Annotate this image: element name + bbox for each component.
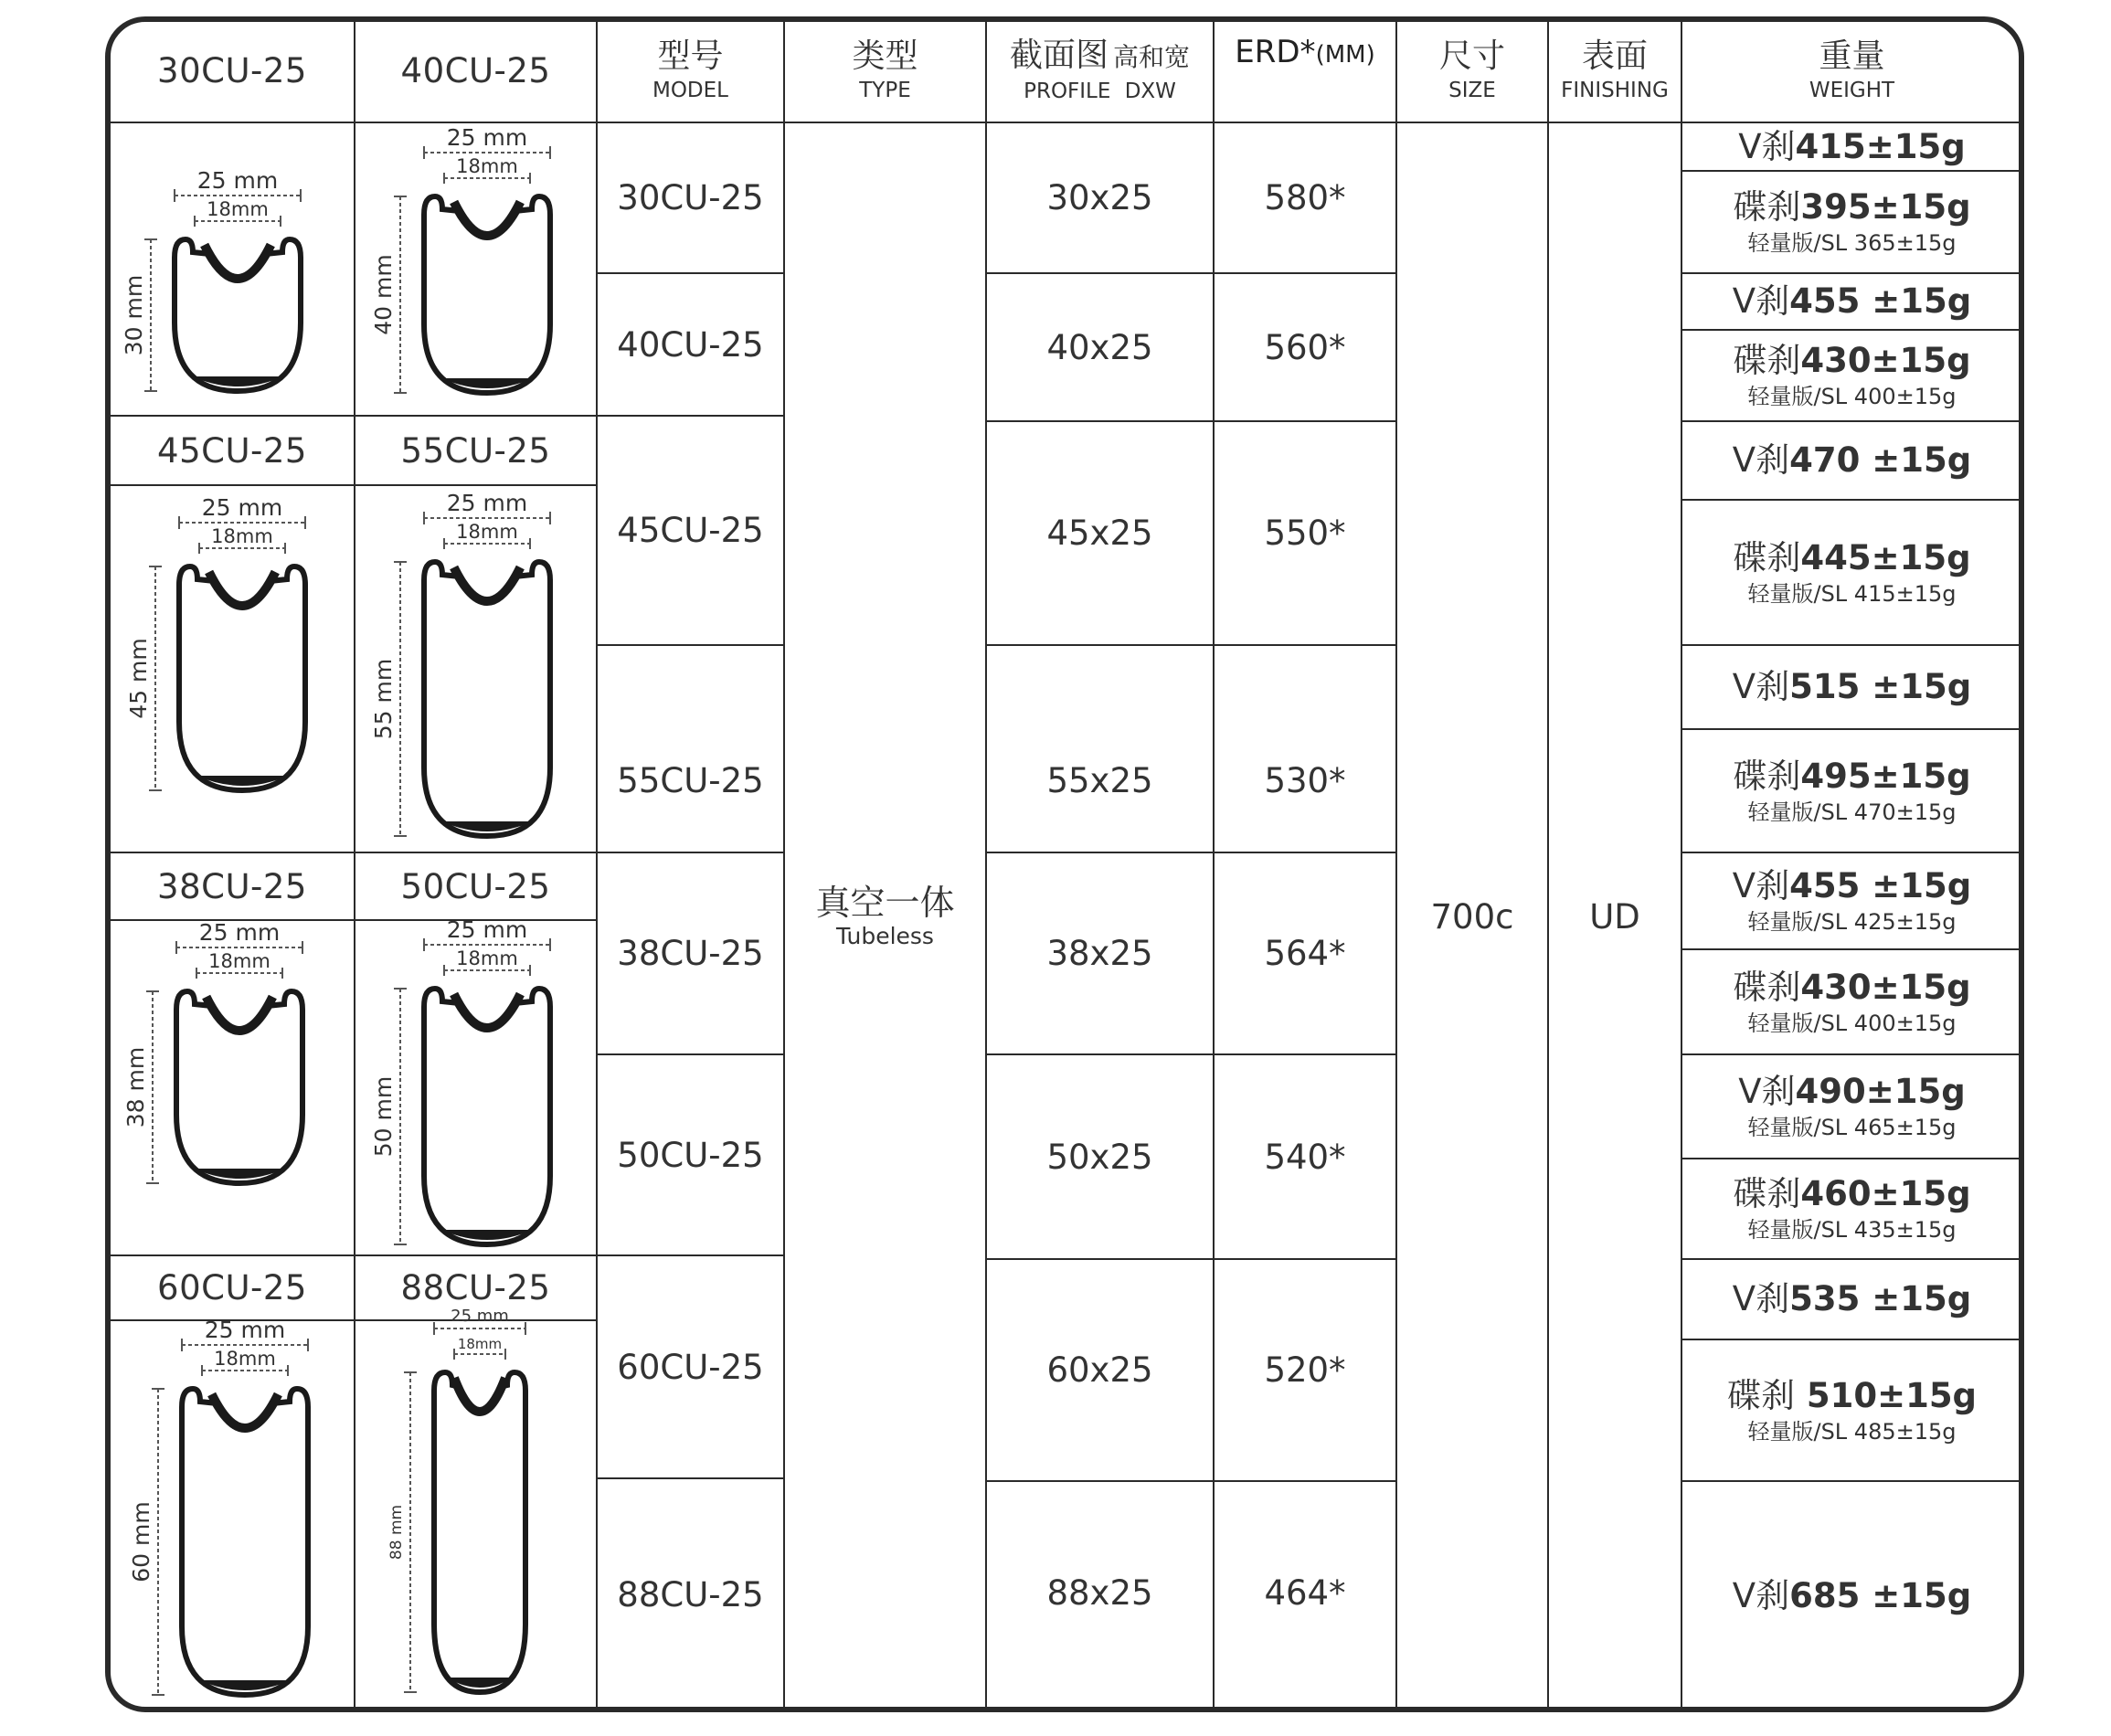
header-en-sub: DXW [1124,79,1176,103]
profile-value: 88x25 [1046,1573,1153,1613]
section-label-text: 50CU-25 [400,866,551,906]
model-name: 50CU-25 [617,1135,764,1175]
profile-value: 40x25 [1046,327,1153,367]
header-zh: 类型 [852,37,918,75]
model-name: 40CU-25 [617,324,764,365]
erd-value: 540* [1264,1137,1346,1177]
weight-cell [1682,422,2021,499]
weight-sl: 轻量版/SL 365±15g [1747,230,1957,256]
model-cell [598,1479,783,1710]
weight-sl: 轻量版/SL 465±15g [1747,1115,1957,1140]
erd-cell [1215,422,1395,644]
inner-width-label: 18mm [457,1336,503,1352]
weight-cell [1682,123,2021,170]
model-cell [598,123,783,272]
weight-cell [1682,1159,2021,1258]
erd-value: 550* [1264,513,1346,553]
profile-cell [987,274,1213,420]
erd-value: 580* [1264,178,1346,217]
weight-sl: 轻量版/SL 470±15g [1747,799,1957,825]
header-en: WEIGHT [1809,79,1895,102]
inner-width-label: 18mm [214,1348,276,1370]
height-label: 30 mm [121,274,147,356]
height-label: 45 mm [125,638,152,719]
profile-cell [987,1055,1213,1258]
brake-type: 碟刹 [1733,537,1801,577]
weight-cell [1682,646,2021,728]
height-label: 88 mm [387,1504,406,1561]
header-label: 30CU-25 [157,50,307,90]
model-name: 55CU-25 [617,761,764,800]
type-cell [785,123,985,1710]
section-label-text: 45CU-25 [157,430,307,471]
weight-sl: 轻量版/SL 435±15g [1747,1217,1957,1243]
outer-width-label: 25 mm [451,1307,509,1326]
model-cell [598,646,783,852]
profile-value: 60x25 [1046,1350,1153,1390]
brake-type: V刹 [1732,1279,1790,1318]
weight-value: 445±15g [1800,537,1971,577]
inner-width-label: 18mm [456,521,518,543]
profile-value: 30x25 [1046,178,1153,217]
weight-cell [1682,172,2021,272]
profile-cell [987,1482,1213,1710]
profile-cell [987,646,1213,852]
type-zh: 真空一体 [815,883,955,923]
weight-cell [1682,730,2021,852]
weight-main [1733,1575,1971,1617]
weight-cell [1682,331,2021,420]
brake-type: V刹 [1732,440,1790,480]
weight-cell [1682,950,2021,1053]
inner-width-label: 18mm [456,947,518,969]
brake-type: V刹 [1732,667,1790,706]
weight-value: 535 ±15g [1789,1279,1972,1318]
size-value: 700c [1430,896,1514,937]
brake-type: 碟刹 [1733,756,1801,796]
weight-value: 510±15g [1794,1375,1978,1415]
weight-value: 490±15g [1795,1072,1966,1111]
erd-value: 530* [1264,761,1346,800]
header-en: PROFILE [1024,79,1111,103]
header-zh-sub: 高和宽 [1113,42,1191,72]
erd-value: 560* [1264,327,1346,367]
outer-width-label: 25 mm [204,1317,286,1343]
erd-cell [1215,1260,1395,1480]
profile-cell [987,1260,1213,1480]
weight-value: 395±15g [1800,187,1971,227]
brake-type: 碟刹 [1733,967,1801,1007]
header-zh: 型号 [657,37,724,75]
brake-type: V刹 [1732,866,1790,905]
weight-value: 430±15g [1800,341,1971,380]
weight-main [1733,666,1971,708]
outer-width-label: 25 mm [198,919,281,946]
weight-main [1738,126,1966,168]
finishing-value: UD [1589,896,1640,937]
erd-cell [1215,1482,1395,1710]
profile-value: 50x25 [1046,1137,1153,1177]
profile-value: 38x25 [1046,934,1153,973]
weight-main [1733,186,1970,228]
height-label: 38 mm [122,1046,149,1128]
erd-cell [1215,123,1395,272]
erd-cell [1215,853,1395,1053]
height-label: 55 mm [370,658,397,740]
model-cell [598,274,783,415]
brake-type: V刹 [1732,281,1790,321]
brake-type: V刹 [1738,126,1796,166]
weight-value: 455 ±15g [1789,866,1972,905]
profile-cell [987,422,1213,644]
weight-cell [1682,1340,2021,1480]
weight-main [1727,1375,1977,1417]
header-label: 40CU-25 [400,50,551,90]
section-label-text: 88CU-25 [400,1268,551,1307]
outer-width-label: 25 mm [446,916,528,943]
weight-sl: 轻量版/SL 400±15g [1747,384,1957,409]
weight-value: 470 ±15g [1789,440,1972,480]
weight-main [1733,756,1970,798]
weight-sl: 轻量版/SL 400±15g [1747,1010,1957,1036]
header-zh: 尺寸 [1438,37,1505,75]
outer-width-label: 25 mm [446,124,528,151]
weight-main [1733,1278,1971,1320]
section-label-text: 38CU-25 [157,866,307,906]
model-cell [598,417,783,644]
section-label-text: 60CU-25 [157,1268,307,1307]
model-name: 38CU-25 [617,934,764,973]
weight-main [1738,1071,1966,1113]
brake-type: 碟刹 [1726,1375,1795,1415]
weight-value: 685 ±15g [1789,1575,1972,1615]
header-en: FINISHING [1561,79,1669,102]
erd-cell [1215,646,1395,852]
weight-main [1733,865,1971,907]
weight-main [1733,439,1971,482]
weight-main [1733,537,1970,579]
weight-value: 415±15g [1795,126,1966,166]
erd-cell [1215,1055,1395,1258]
erd-value: 564* [1264,934,1346,973]
weight-cell [1682,1055,2021,1158]
header-en: MODEL [652,79,728,102]
model-name: 30CU-25 [617,178,764,217]
size-cell [1397,123,1547,1710]
type-en: Tubeless [836,923,934,949]
rim-outline [434,1372,525,1692]
outer-width-label: 25 mm [196,167,279,194]
weight-main [1733,340,1970,382]
header-en: SIZE [1448,79,1496,102]
model-name: 88CU-25 [617,1574,764,1614]
weight-main [1733,967,1970,1009]
weight-main [1733,1173,1970,1215]
model-cell [598,1256,783,1477]
model-cell [598,1055,783,1254]
weight-value: 515 ±15g [1789,667,1972,706]
erd-value: 464* [1264,1573,1346,1613]
brake-type: 碟刹 [1733,187,1801,227]
height-label: 60 mm [128,1501,154,1583]
model-name: 60CU-25 [617,1347,764,1387]
weight-value: 460±15g [1800,1174,1971,1213]
inner-width-label: 18mm [211,525,273,547]
outer-width-label: 25 mm [201,494,283,521]
weight-value: 455 ±15g [1789,281,1972,321]
weight-cell [1682,1260,2021,1339]
profile-cell [987,853,1213,1053]
header-zh: 重量 [1819,37,1885,75]
header-zh: 表面 [1581,37,1648,75]
rim-channel [454,1378,505,1412]
finishing-cell [1549,123,1681,1710]
weight-cell [1682,1482,2021,1710]
weight-value: 495±15g [1800,756,1971,796]
brake-type: V刹 [1738,1072,1796,1111]
header-erd-main: ERD* [1235,34,1316,70]
erd-cell [1215,274,1395,420]
profile-cell [987,123,1213,272]
inner-width-label: 18mm [456,155,518,177]
weight-sl: 轻量版/SL 485±15g [1747,1418,1957,1445]
weight-sl: 轻量版/SL 425±15g [1747,909,1957,935]
weight-value: 430±15g [1800,967,1971,1007]
outer-width-label: 25 mm [446,490,528,516]
weight-cell [1682,501,2021,644]
weight-sl: 轻量版/SL 415±15g [1747,580,1957,607]
weight-main [1733,281,1971,323]
profile-value: 55x25 [1046,761,1153,800]
inner-width-label: 18mm [207,198,269,220]
section-label-text: 55CU-25 [400,430,551,471]
brake-type: 碟刹 [1733,341,1801,380]
model-cell [598,853,783,1053]
height-label: 50 mm [370,1075,397,1158]
erd-value: 520* [1264,1350,1346,1390]
height-label: 40 mm [370,254,397,335]
profile-value: 45x25 [1046,513,1153,553]
header-erd-unit: (MM) [1315,41,1375,69]
header-en: TYPE [859,79,911,102]
header-zh: 截面图 [1009,37,1109,74]
model-name: 45CU-25 [617,511,764,550]
inner-width-label: 18mm [208,950,271,972]
brake-type: V刹 [1732,1575,1790,1615]
weight-cell [1682,853,2021,948]
weight-cell [1682,274,2021,329]
brake-type: 碟刹 [1733,1174,1801,1213]
